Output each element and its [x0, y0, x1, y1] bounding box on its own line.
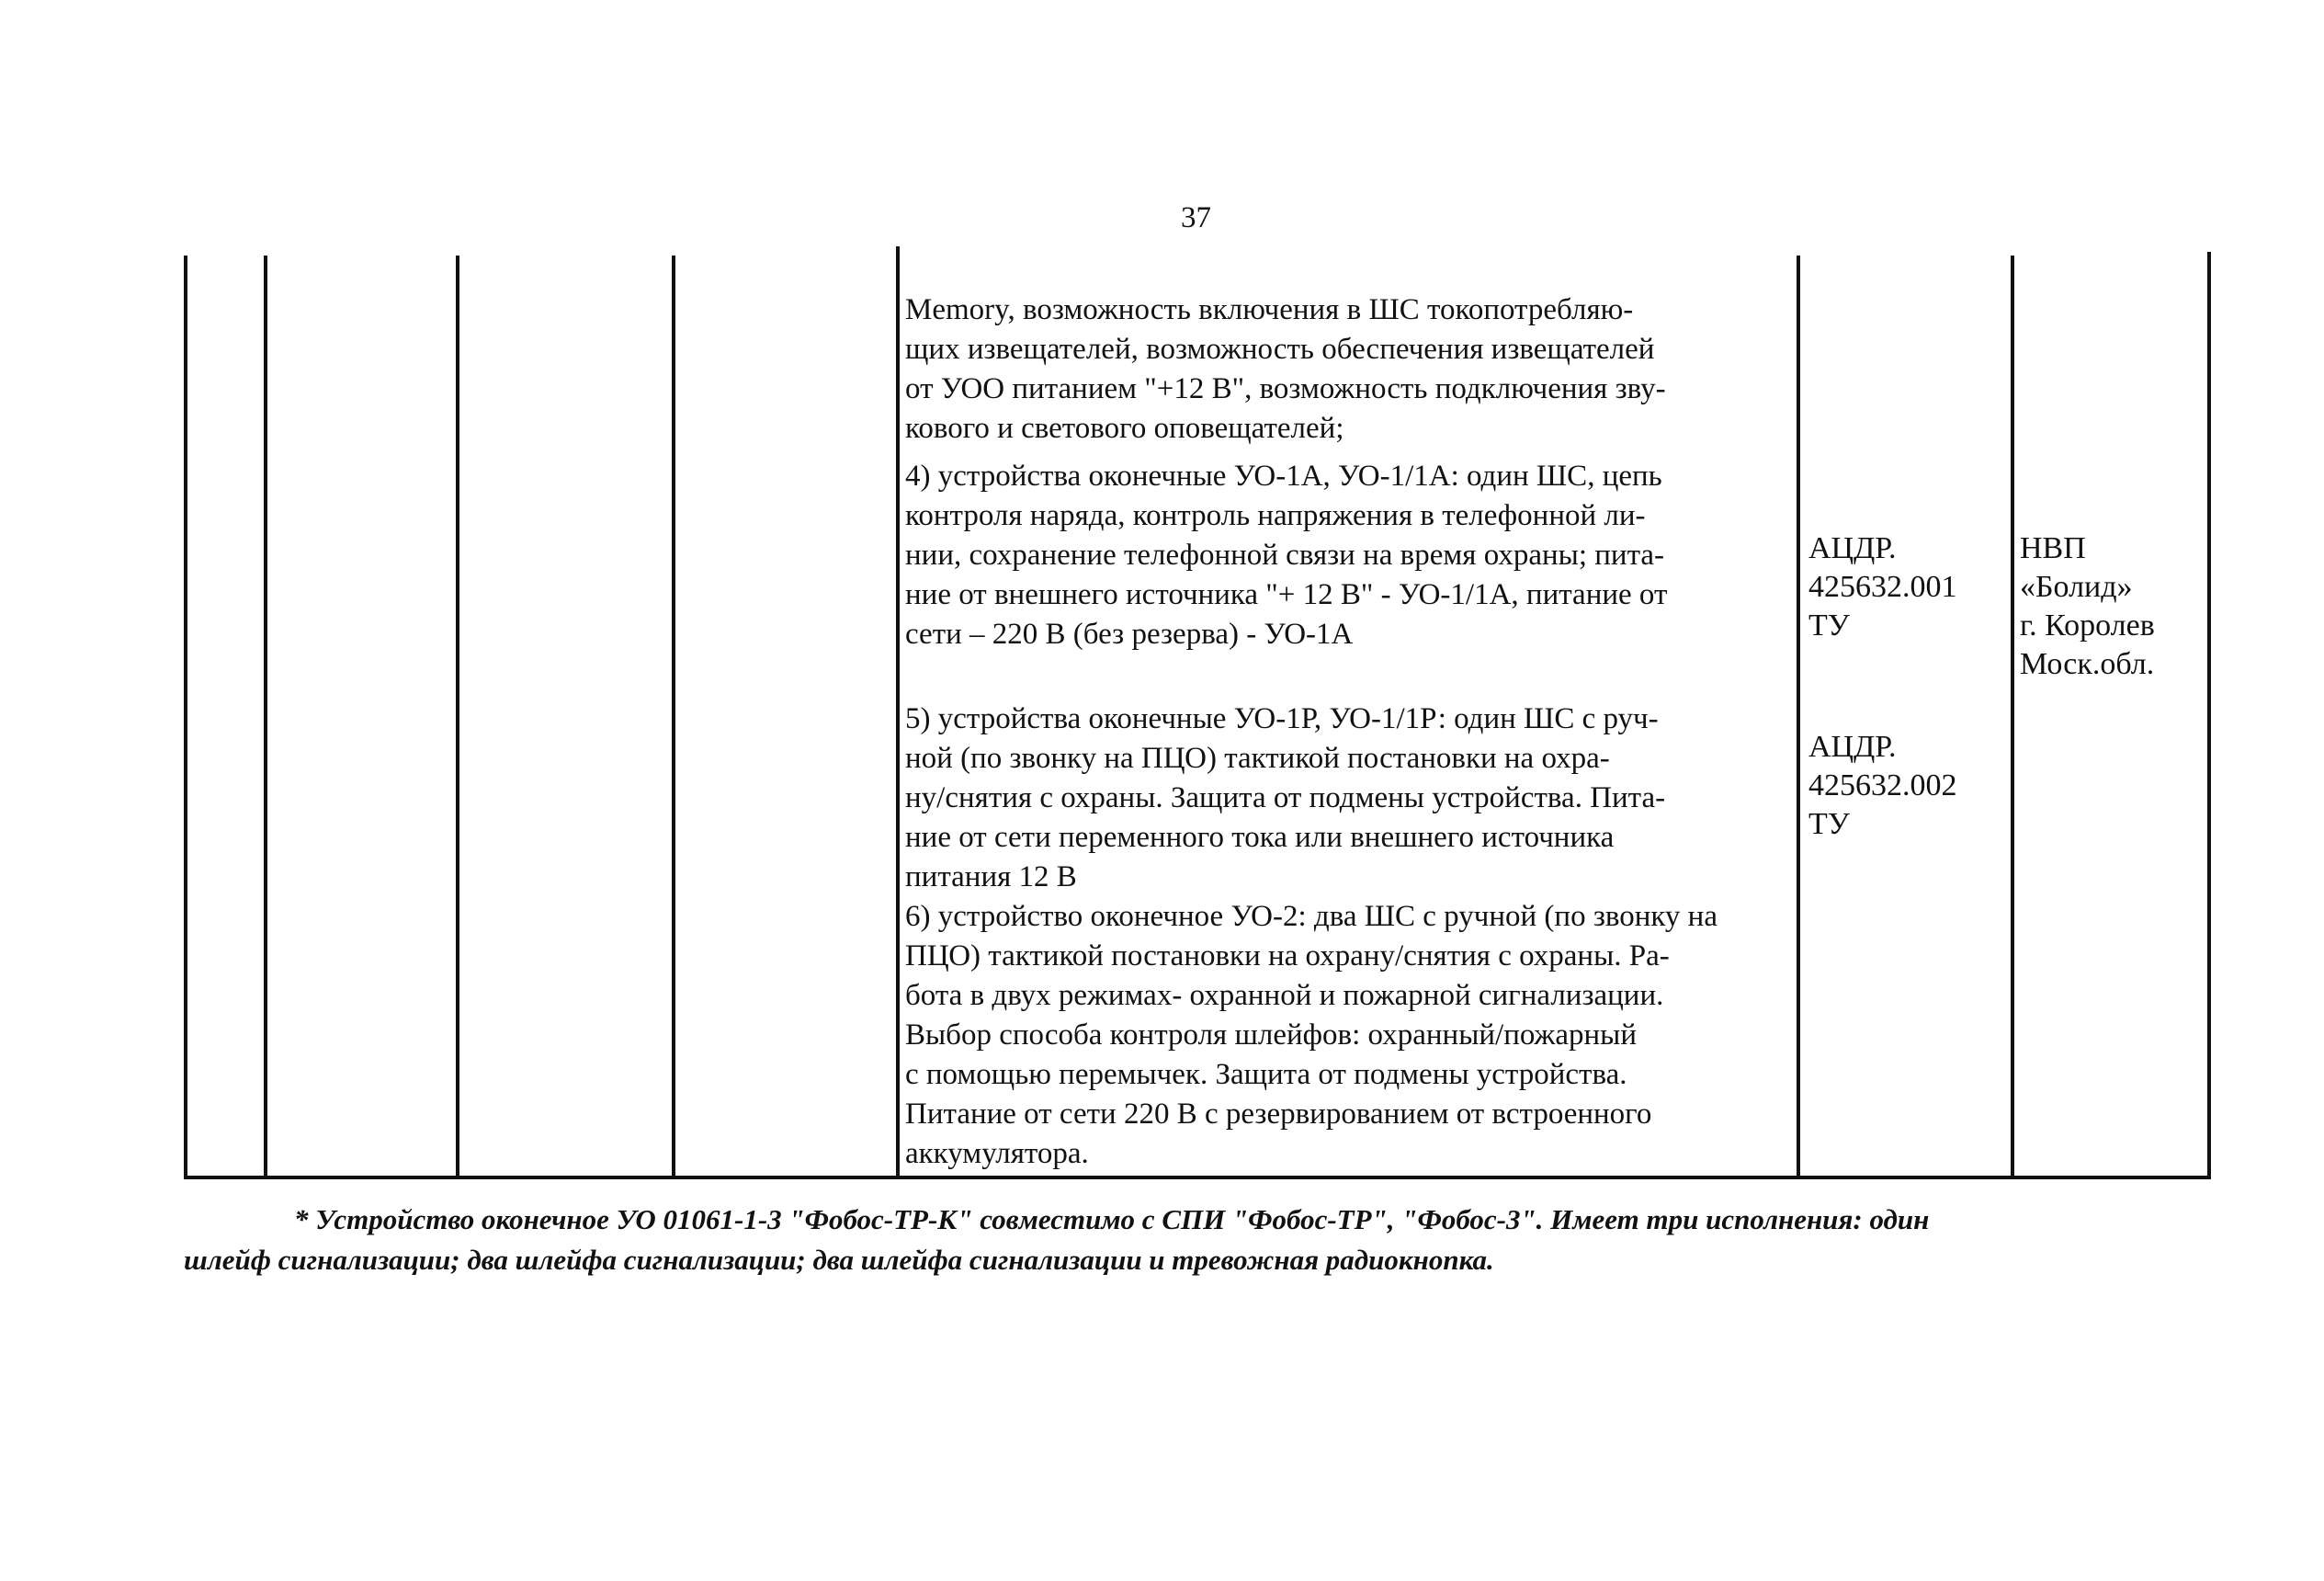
description-line: аккумулятора. [905, 1137, 1089, 1170]
column-divider-3 [672, 256, 675, 1178]
description-line: ние от сети переменного тока или внешнего источника [905, 821, 1615, 854]
table-border-right [2207, 252, 2211, 1178]
tech-condition-code: 425632.002 [1808, 768, 1957, 802]
description-line: ну/снятия с охраны. Защита от подмены устройства. Пита- [905, 781, 1666, 814]
column-divider-4 [896, 246, 900, 1178]
column-divider-2 [456, 256, 459, 1178]
description-line: 5) устройства оконечные УО-1Р, УО-1/1Р: один ШС с руч- [905, 702, 1659, 735]
description-line: с помощью перемычек. Защита от подмены устройства. [905, 1058, 1627, 1091]
page-number: 37 [1181, 201, 1211, 234]
manufacturer-name: НВП [2020, 531, 2086, 565]
description-line: ПЦО) тактикой постановки на охрану/снятия с охраны. Ра- [905, 939, 1670, 972]
tech-condition-code: АЦДР. [1808, 531, 1897, 565]
column-divider-6 [2011, 256, 2014, 1178]
manufacturer-region: Моск.обл. [2020, 647, 2155, 681]
description-line: сети – 220 В (без резерва) - УО-1А [905, 618, 1354, 651]
description-line: Выбор способа контроля шлейфов: охранный/пожарный [905, 1018, 1637, 1052]
tech-condition-code: 425632.001 [1808, 570, 1957, 604]
description-line: кового и светового оповещателей; [905, 412, 1344, 445]
description-line: ние от внешнего источника "+ 12 В" - УО-1/1А, питание от [905, 578, 1668, 611]
manufacturer-city: г. Королев [2020, 609, 2155, 643]
description-line: Memory, возможность включения в ШС токопотребляю- [905, 293, 1634, 326]
description-line: бота в двух режимах- охранной и пожарной сигнализации. [905, 979, 1664, 1012]
description-line: питания 12 В [905, 860, 1077, 893]
description-line: от УОО питанием "+12 В", возможность подключения зву- [905, 372, 1666, 405]
footnote-line: * Устройство оконечное УО 01061-1-3 "Фобос-ТР-К" совместимо с СПИ "Фобос-ТР", "Фобос-3". Имеет три исполнения: один [294, 1203, 1930, 1235]
description-line: Питание от сети 220 В с резервированием от встроенного [905, 1098, 1652, 1131]
tech-condition-code: АЦДР. [1808, 730, 1897, 764]
tech-condition-code: ТУ [1808, 609, 1850, 643]
description-line: 6) устройство оконечное УО-2: два ШС с ручной (по звонку на [905, 900, 1717, 933]
description-line: щих извещателей, возможность обеспечения извещателей [905, 333, 1655, 366]
column-divider-1 [264, 256, 267, 1178]
description-line: контроля наряда, контроль напряжения в телефонной ли- [905, 499, 1646, 532]
table-border-left [184, 256, 187, 1178]
table-border-bottom [184, 1176, 2211, 1179]
manufacturer-name: «Болид» [2020, 570, 2133, 604]
description-line: ной (по звонку на ПЦО) тактикой постановки на охра- [905, 742, 1610, 775]
tech-condition-code: ТУ [1808, 807, 1850, 841]
footnote-line: шлейф сигнализации; два шлейфа сигнализации; два шлейфа сигнализации и тревожная радиокнопка. [184, 1244, 1494, 1276]
description-line: нии, сохранение телефонной связи на время охраны; пита- [905, 539, 1665, 572]
description-line: 4) устройства оконечные УО-1А, УО-1/1А: один ШС, цепь [905, 460, 1662, 493]
